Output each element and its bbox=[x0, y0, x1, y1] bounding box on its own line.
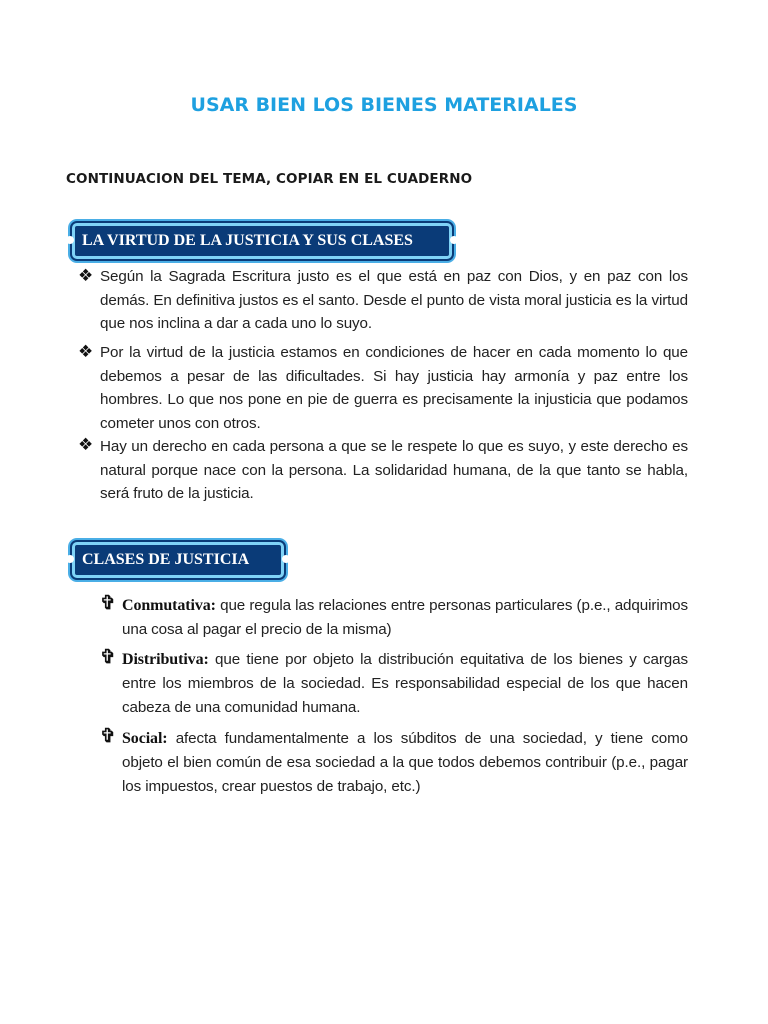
page-subtitle: CONTINUACION DEL TEMA, COPIAR EN EL CUADERNO bbox=[66, 171, 473, 187]
definition-text: que tiene por objeto la distribución equitativa de los bienes y cargas entre los miembros de la sociedad. Es responsabilidad especial de los que hacen cabeza de una comunidad humana. bbox=[122, 651, 688, 716]
section-heading-clases: CLASES DE JUSTICIA bbox=[70, 540, 286, 580]
cross-icon: ✞ bbox=[100, 592, 116, 614]
page-title: USAR BIEN LOS BIENES MATERIALES bbox=[190, 94, 578, 116]
term-label: Social: bbox=[122, 730, 168, 747]
definition-conmutativa bbox=[122, 594, 688, 642]
diamond-cluster-icon: ❖ bbox=[78, 435, 94, 455]
term-label: Conmutativa: bbox=[122, 597, 216, 614]
diamond-cluster-icon: ❖ bbox=[78, 266, 94, 286]
paragraph-derecho: Hay un derecho en cada persona a que se le respete lo que es suyo, y este derecho es natural porque nace con la persona. La solidaridad humana, de la que tanto se habla, será fruto de la justicia. bbox=[100, 438, 688, 502]
cross-icon: ✞ bbox=[100, 646, 116, 668]
paragraph-escritura: Según la Sagrada Escritura justo es el que está en paz con Dios, y en paz con los demás. En definitiva justos es el santo. Desde el punto de vista moral justicia es la virtud que nos inclina a dar a cada uno lo suyo. bbox=[100, 268, 688, 332]
definition-text: afecta fundamentalmente a los súbditos de una sociedad, y tiene como objeto el bien común de esa sociedad a la que todos debemos contribuir (p.e., pagar los impuestos, crear puestos de trabajo, etc.) bbox=[122, 730, 688, 795]
section-heading-virtud: LA VIRTUD DE LA JUSTICIA Y SUS CLASES bbox=[70, 221, 454, 261]
definition-social bbox=[122, 727, 688, 799]
cross-icon: ✞ bbox=[100, 725, 116, 747]
definition-text: que regula las relaciones entre personas particulares (p.e., adquirimos una cosa al pagar el precio de la misma) bbox=[122, 597, 688, 638]
definition-distributiva bbox=[122, 648, 688, 720]
diamond-cluster-icon: ❖ bbox=[78, 342, 94, 362]
paragraph-virtud: Por la virtud de la justicia estamos en condiciones de hacer en cada momento lo que debemos a pesar de las dificultades. Si hay justicia hay armonía y paz entre los hombres. Lo que nos pone en pie de guerra es precisamente la injusticia que podamos cometer unos con otros. bbox=[100, 344, 688, 432]
term-label: Distributiva: bbox=[122, 651, 209, 668]
